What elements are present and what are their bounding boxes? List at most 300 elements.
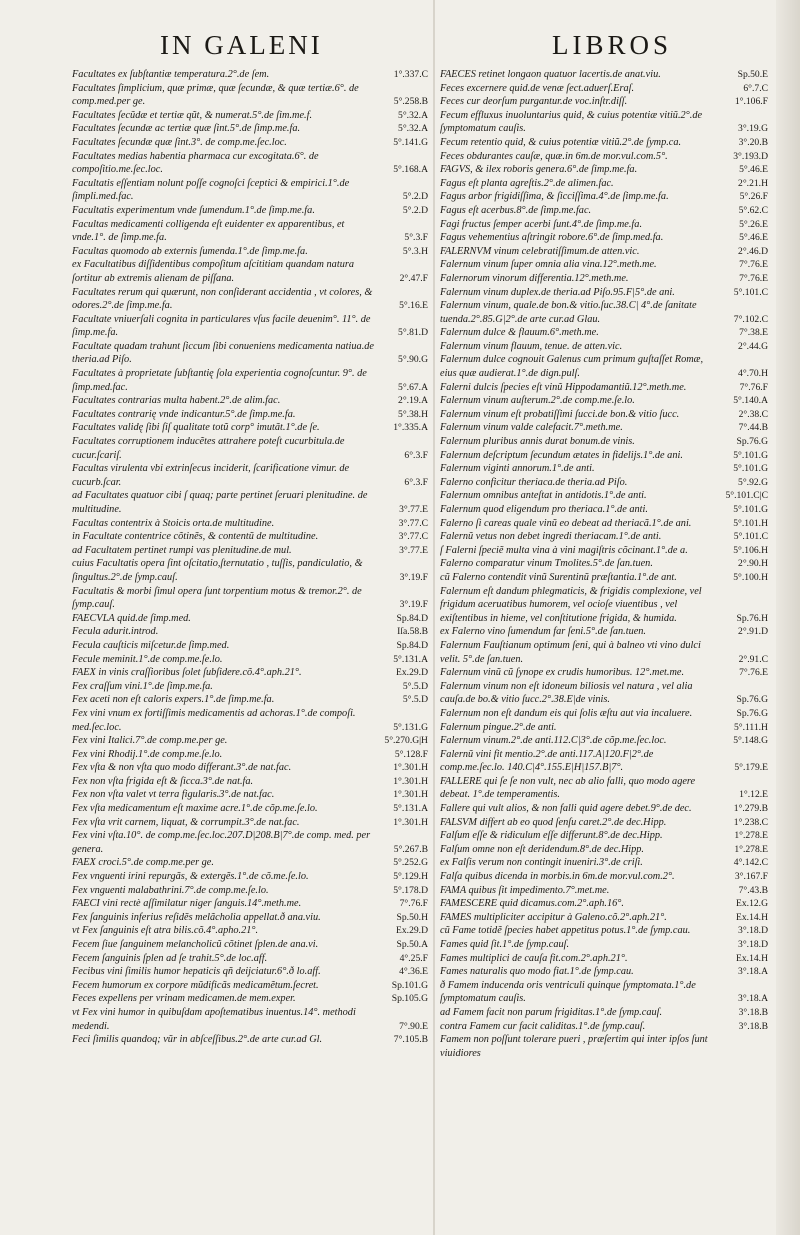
entry-reference: 5°.2.D bbox=[402, 204, 428, 216]
index-entry bbox=[440, 218, 768, 232]
index-entry bbox=[440, 530, 768, 544]
entry-text: Fames multiplici de cauſa fit.com.2°.aph.21°. bbox=[440, 952, 628, 964]
entry-reference: 5°.100.H bbox=[733, 571, 768, 583]
entry-reference: 3°.18.D bbox=[738, 939, 768, 950]
index-entry bbox=[440, 286, 768, 300]
index-entry bbox=[440, 639, 768, 666]
index-entry bbox=[72, 585, 428, 612]
entry-reference: 7°.76.F bbox=[399, 898, 428, 910]
entry-reference: Sp.50.H bbox=[396, 911, 428, 923]
index-entry bbox=[72, 829, 428, 856]
entry-text: Falernũ vini fit mentio.2°.de anti.117.A|120.F|2°.de comp.me.ſec.lo. 140.C|4°.155.E|H|157.B|7°. bbox=[440, 748, 654, 774]
entry-text: Falernum vinum non eſt idoneum biliosis vel natura , vel alia cauſa.de bo.& vitio ſucc.2°.38.E|de vinis. bbox=[440, 680, 693, 706]
entry-reference: 7°.105.B bbox=[393, 1034, 428, 1046]
index-entry bbox=[72, 816, 428, 830]
index-entry bbox=[72, 177, 428, 204]
entry-reference: Ex.29.D bbox=[396, 667, 428, 679]
entry-reference: 1°.279.B bbox=[733, 803, 768, 815]
entry-reference: 5°.46.E bbox=[739, 232, 768, 244]
entry-text: Falerno ſi careas quale vinũ eo debeat ad theriacã.1°.de ani. bbox=[440, 517, 692, 529]
entry-text: FAGVS, & ilex roboris genera.6°.de ſimp.me.fa. bbox=[440, 164, 638, 176]
entry-reference: 5°.101.C|C bbox=[725, 490, 768, 502]
index-entry bbox=[440, 326, 768, 340]
entry-text: Facultates à proprietate ſubſtantię ſola experientia cognoſcuntur. 9°. de ſimp.med.fac. bbox=[72, 368, 367, 393]
entry-reference: 1°.238.C bbox=[733, 816, 768, 828]
entry-text: Fex non vſta frigida eſt & ſicca.3°.de nat.fa. bbox=[72, 775, 254, 787]
index-entry bbox=[440, 489, 768, 503]
index-entry bbox=[72, 421, 428, 435]
entry-text: Falernum vinum eſt probatiſſimi ſucci.de bon.& vitio ſucc. bbox=[440, 408, 680, 420]
entry-reference: 2°.46.D bbox=[738, 245, 768, 257]
index-entry bbox=[72, 884, 428, 898]
index-entry bbox=[72, 136, 428, 150]
entry-reference: 3°.77.C bbox=[398, 531, 428, 543]
index-entry bbox=[440, 979, 768, 1006]
entry-reference: 3°.77.C bbox=[398, 517, 428, 529]
entry-text: ad Facultates quatuor cibi ſ quaq; parte pertinet ſeruari plenitudine. de multitudine. bbox=[72, 490, 368, 515]
entry-reference: 7°.76.E bbox=[739, 259, 768, 271]
entry-reference: 2°.44.G bbox=[738, 340, 768, 352]
entry-reference: 2°.90.H bbox=[738, 558, 768, 570]
entry-reference: 3°.77.E bbox=[399, 504, 428, 515]
entry-text: Falernum vinum ſuper omnia alia vina.12°.meth.me. bbox=[440, 259, 657, 271]
entry-text: Fagus eſt planta agreſtis.2°.de alimen.fac. bbox=[440, 177, 614, 189]
entry-text: Facultates contrarię vnde indicantur.5°.de ſimp.me.fa. bbox=[72, 408, 296, 420]
entry-text: Fecem ſiue ſanguinem melancholicũ cõtinet ſplen.de ana.vi. bbox=[72, 939, 319, 950]
entry-text: Fex vnguenti irini repurgãs, & extergẽs.1°.de cõ.me.ſe.lo. bbox=[72, 871, 309, 883]
index-entry bbox=[72, 245, 428, 259]
entry-text: Falernum non eſt dandum eis qui ſolis æſtu aut via incaluere. bbox=[440, 707, 693, 719]
entry-reference: 5°.5.D bbox=[402, 680, 428, 692]
entry-text: Fex vſta & non vſta quo modo differant.3°.de nat.fac. bbox=[72, 762, 292, 774]
index-entry bbox=[72, 544, 428, 558]
entry-text: FAMA quibus ſit impedimento.7°.met.me. bbox=[440, 884, 610, 896]
index-entry bbox=[440, 1033, 768, 1060]
index-entry bbox=[72, 122, 428, 136]
entry-reference: 7°.102.C bbox=[733, 313, 768, 325]
entry-reference: 5°.179.E bbox=[734, 762, 768, 774]
entry-text: Facultas quomodo ab externis ſumenda.1°.de ſimp.me.fa. bbox=[72, 245, 308, 257]
index-entry bbox=[440, 544, 768, 558]
entry-text: Fex vini Rhodij.1°.de comp.me.ſe.lo. bbox=[72, 748, 223, 760]
entry-text: FAECVLA quid.de ſimp.med. bbox=[72, 612, 191, 624]
index-entry bbox=[72, 734, 428, 748]
entry-text: Facultates ſimplicium, quæ primæ, quæ ſecundæ, & quæ tertiæ.6°. de comp.med.per ge. bbox=[72, 82, 359, 108]
index-entry bbox=[72, 707, 428, 734]
index-column-left bbox=[72, 68, 428, 1228]
entry-text: Fagus arbor frigidiſſima, & ſicciſſima.4°.de ſimp.me.fa. bbox=[440, 191, 669, 203]
entry-text: Facultatis & morbi ſimul opera ſunt torpentium motus & tremor.2°. de ſymp.cauſ. bbox=[72, 585, 362, 611]
entry-text: Facultatis experimentum vnde ſumendum.1°.de ſimp.me.fa. bbox=[72, 204, 315, 216]
entry-reference: 5°.252.G bbox=[393, 857, 428, 869]
entry-reference: 7°.44.B bbox=[738, 422, 768, 434]
entry-text: Facultates ſecũdæ et tertiæ qũt, & numerat.5°.de ſim.me.f. bbox=[72, 109, 313, 121]
entry-reference: 5°.131.A bbox=[393, 803, 428, 815]
entry-text: Feces obdurantes cauſæ, quæ.in 6m.de mor.vul.com.5°. bbox=[440, 150, 668, 162]
entry-text: Fecula adurit.introd. bbox=[72, 626, 159, 638]
entry-text: Falernum vinum, quale.de bon.& vitio.ſuc.38.C| 4°.de ſanitate tuenda.2°.85.G|2°.de arte cur.ad Glau. bbox=[440, 300, 697, 325]
entry-reference: 2°.47.F bbox=[399, 272, 428, 284]
entry-reference: 3°.18.B bbox=[738, 1006, 768, 1018]
index-entry bbox=[72, 68, 428, 82]
entry-reference: 5°.131.G bbox=[393, 721, 428, 733]
entry-text: Facultate quadam trahunt ſiccum ſibi conueniens medicamenta natiua.de theria.ad Piſo. bbox=[72, 340, 374, 366]
entry-text: Fex vini Italici.7°.de comp.me.per ge. bbox=[72, 735, 228, 747]
column-gutter bbox=[433, 0, 435, 1235]
index-entry bbox=[440, 924, 768, 938]
index-entry bbox=[440, 748, 768, 775]
index-entry bbox=[72, 394, 428, 408]
entry-reference: 4°.142.C bbox=[733, 857, 768, 869]
entry-text: FALLERE qui ſe ſe non vult, nec ab alio falli, quo modo agere debeat. 1°.de temperamentis. bbox=[440, 775, 696, 801]
entry-reference: 1°.278.E bbox=[734, 843, 768, 855]
index-column-right bbox=[440, 68, 768, 1228]
entry-text: Fames naturalis quo modo fiat.1°.de ſymp.cau. bbox=[440, 966, 634, 978]
index-entry bbox=[440, 190, 768, 204]
entry-reference: 5°.270.G|H bbox=[384, 735, 428, 747]
entry-text: contra Famem cur facit caliditas.1°.de ſymp.cauſ. bbox=[440, 1020, 646, 1032]
entry-reference: Sp.84.D bbox=[396, 612, 428, 624]
index-entry bbox=[72, 625, 428, 639]
entry-text: Falſum omne non eſt deridendum.8°.de dec.Hipp. bbox=[440, 843, 645, 855]
index-entry bbox=[72, 612, 428, 626]
index-entry bbox=[440, 435, 768, 449]
entry-reference: 6°.3.F bbox=[404, 476, 428, 488]
index-entry bbox=[72, 639, 428, 653]
entry-reference: 7°.76.E bbox=[739, 667, 768, 679]
entry-reference: Ex.12.G bbox=[736, 898, 768, 910]
entry-text: Fagus eſt acerbus.8°.de ſimp.me.fac. bbox=[440, 204, 592, 216]
index-entry bbox=[72, 367, 428, 394]
entry-text: Falernum vinum valde calefacit.7°.meth.me. bbox=[440, 422, 623, 434]
index-entry bbox=[440, 272, 768, 286]
index-entry bbox=[72, 1033, 428, 1047]
entry-text: Falſum eſſe & ridiculum eſſe differunt.8°.de dec.Hipp. bbox=[440, 830, 663, 842]
index-entry bbox=[440, 802, 768, 816]
index-entry bbox=[72, 924, 428, 938]
index-entry bbox=[440, 816, 768, 830]
index-entry bbox=[72, 979, 428, 993]
index-entry bbox=[72, 938, 428, 952]
entry-reference: 3°.77.E bbox=[399, 544, 428, 556]
index-entry bbox=[440, 734, 768, 748]
entry-text: vt Fex ſanguinis eſt atra bilis.cõ.4°.apho.21°. bbox=[72, 925, 259, 937]
entry-reference: 3°.193.D bbox=[733, 150, 768, 162]
entry-text: ad Facultatem pertinet rumpi vas plenitudine.de mul. bbox=[72, 544, 292, 556]
entry-reference: 1°.278.E bbox=[734, 830, 768, 842]
entry-reference: 5°.101.G bbox=[733, 449, 768, 461]
entry-text: FALSVM differt ab eo quod ſenſu caret.2°.de dec.Hipp. bbox=[440, 816, 667, 828]
entry-text: Falernum omnibus anteſtat in antidotis.1°.de anti. bbox=[440, 490, 647, 502]
entry-reference: 3°.19.F bbox=[399, 599, 428, 611]
entry-reference: Sp.84.D bbox=[396, 639, 428, 651]
entry-text: Facultates ſecundæ quæ ſint.3°. de comp.me.ſec.loc. bbox=[72, 136, 287, 148]
index-entry bbox=[440, 952, 768, 966]
entry-text: ex Falerno vino ſumendum far ſeni.5°.de ſan.tuen. bbox=[440, 626, 647, 638]
entry-text: Facultates contrarias multa habent.2°.de alim.fac. bbox=[72, 395, 281, 407]
entry-reference: 5°.111.H bbox=[733, 721, 768, 733]
index-entry bbox=[72, 992, 428, 1006]
index-entry bbox=[440, 707, 768, 721]
entry-text: Fecule meminit.1°.de comp.me.ſe.lo. bbox=[72, 653, 223, 665]
entry-text: Falernum dulce cognouit Galenus cum primum guſtaſſet Romæ, eius quæ audierat.1°.de dign.pulſ. bbox=[440, 354, 704, 380]
entry-text: Fecum effluxus inuoluntarius quid, & cuius potentiæ vitiũ.2°.de ſymptomatum cauſis. bbox=[440, 109, 703, 135]
entry-text: Falernum vinũ cũ ſynope ex crudis humoribus. 12°.met.me. bbox=[440, 667, 685, 679]
entry-reference: 5°.148.G bbox=[733, 735, 768, 747]
entry-reference: 5°.101.G bbox=[733, 463, 768, 475]
index-entry bbox=[440, 571, 768, 585]
entry-reference: 5°.92.G bbox=[738, 476, 768, 488]
running-header bbox=[0, 30, 800, 66]
entry-text: Falernum vinum.2°.de anti.112.C|3°.de cõp.me.ſec.loc. bbox=[440, 735, 667, 747]
entry-reference: 5°.38.H bbox=[398, 408, 428, 420]
entry-text: Facultates validę ſibi ſiſ qualitate totũ corp° imutãt.1°.de ſe. bbox=[72, 422, 320, 434]
index-entry bbox=[440, 721, 768, 735]
entry-reference: 5°.141.G bbox=[393, 136, 428, 148]
entry-reference: Sp.50.E bbox=[737, 69, 768, 80]
entry-reference: Sp.76.G bbox=[736, 436, 768, 448]
entry-reference: 5°.90.G bbox=[398, 354, 428, 366]
entry-text: Falernum pluribus annis durat bonum.de vinis. bbox=[440, 436, 635, 448]
entry-text: Falernum eſt dandum phlegmaticis, & frigidis complexione, vel frigidum aceruatibus humorem, vel ocioſe viuentibus , vel exiſtentibus in hieme, vel conſtitutione frigida, & humida. bbox=[440, 585, 702, 624]
entry-reference: 5°.168.A bbox=[393, 164, 428, 176]
index-entry bbox=[440, 965, 768, 979]
index-entry bbox=[440, 408, 768, 422]
entry-reference: 1°.301.H bbox=[393, 775, 428, 787]
entry-reference: 7°.90.E bbox=[399, 1020, 428, 1032]
entry-text: Fallere qui vult alios, & non falli quid agere debet.9°.de dec. bbox=[440, 803, 692, 815]
entry-reference: 7°.76.F bbox=[739, 381, 768, 393]
index-entry bbox=[72, 340, 428, 367]
entry-text: Fecum retentio quid, & cuius potentiæ vitiũ.2°.de ſymp.ca. bbox=[440, 136, 682, 148]
entry-text: cũ Falerno contendit vinũ Surentinũ præſtantia.1°.de ant. bbox=[440, 571, 677, 583]
entry-text: Fex aceti non eſt caloris expers.1°.de ſimp.me.fa. bbox=[72, 694, 275, 706]
index-entry bbox=[440, 68, 768, 82]
entry-text: Fex craſſum vini.1°.de ſimp.me.fa. bbox=[72, 680, 213, 692]
entry-text: Fex vini vſta.10°. de comp.me.ſec.loc.207.D|208.B|7°.de comp. med. per genera. bbox=[72, 830, 371, 855]
index-entry bbox=[440, 843, 768, 857]
index-entry bbox=[72, 462, 428, 489]
entry-text: FAEX croci.5°.de comp.me.per ge. bbox=[72, 857, 214, 869]
entry-text: Facultates rerum qui quærunt, non conſiderant accidentia , vt colores, & odores.2°.de ſimp.me.fa. bbox=[72, 286, 373, 312]
entry-reference: 5°.101.C bbox=[733, 286, 768, 298]
index-entry bbox=[72, 761, 428, 775]
index-entry bbox=[440, 680, 768, 707]
entry-text: Fecem humorum ex corpore mũdificãs medicamẽtum.ſecret. bbox=[72, 979, 319, 991]
entry-text: Falernum deſcriptum ſecundum ætates in fidelijs.1°.de ani. bbox=[440, 449, 683, 461]
index-entry bbox=[72, 1006, 428, 1033]
index-entry bbox=[72, 965, 428, 979]
entry-reference: 5°.106.H bbox=[733, 544, 768, 556]
entry-text: Fex vſta vrit carnem, liquat, & corrumpit.3°.de nat.fac. bbox=[72, 816, 300, 828]
entry-reference: 5°.178.D bbox=[393, 884, 428, 896]
index-entry bbox=[72, 557, 428, 584]
index-entry bbox=[440, 829, 768, 843]
entry-reference: 5°.129.H bbox=[393, 871, 428, 883]
index-entry bbox=[440, 340, 768, 354]
entry-reference: 2°.38.C bbox=[738, 408, 768, 420]
index-entry bbox=[440, 299, 768, 326]
index-entry bbox=[72, 258, 428, 285]
entry-text: in Facultate contentrice cõtinẽs, & contentũ de multitudine. bbox=[72, 531, 319, 543]
entry-text: FAECI vini rectè aſſimilatur niger ſanguis.14°.meth.me. bbox=[72, 898, 302, 910]
entry-reference: 1°.335.A bbox=[393, 422, 428, 434]
index-entry bbox=[72, 150, 428, 177]
entry-reference: 2°.91.D bbox=[738, 626, 768, 638]
entry-reference: 7°.43.B bbox=[738, 884, 768, 896]
entry-reference: 5°.3.F bbox=[404, 232, 428, 244]
entry-text: FAECES retinet longaon quatuor lacertis.de anat.viu. bbox=[440, 69, 661, 80]
entry-reference: Ex.14.H bbox=[736, 911, 768, 923]
entry-text: Falernum vinum duplex.de theria.ad Piſo.95.F|5°.de ani. bbox=[440, 286, 675, 298]
entry-text: ð Famem inducenda oris ventriculi quinque ſymptomata.1°.de ſymptomatum cauſis. bbox=[440, 979, 696, 1005]
index-entry bbox=[440, 136, 768, 150]
entry-reference: Sp.76.H bbox=[736, 612, 768, 624]
page-edge-shadow bbox=[776, 0, 800, 1235]
entry-reference: 3°.18.B bbox=[738, 1020, 768, 1032]
index-entry bbox=[72, 109, 428, 123]
entry-text: Falernum quod eligendum pro theriaca.1°.de anti. bbox=[440, 504, 648, 515]
index-entry bbox=[72, 408, 428, 422]
entry-text: Fex vini vnum ex fortiſſimis medicamentis ad achoras.1°.de compoſi. med.ſec.loc. bbox=[72, 707, 356, 733]
entry-reference: 5°.5.D bbox=[402, 694, 428, 706]
index-entry bbox=[72, 680, 428, 694]
entry-reference: 5°.16.E bbox=[399, 300, 428, 312]
entry-reference: Iſa.58.B bbox=[397, 626, 428, 638]
index-entry bbox=[440, 585, 768, 626]
index-entry bbox=[72, 517, 428, 531]
header-right: LIBROS bbox=[552, 30, 673, 60]
entry-reference: 5°.267.B bbox=[393, 843, 428, 855]
entry-text: Facultas medicamenti colligenda eſt euidenter ex apparentibus, et vnde.1°. de ſimp.me.fa. bbox=[72, 218, 345, 244]
entry-text: ex Facultatibus diſſidentibus compoſitum aſcititiam quandam natura ſortitur ab extremis alienam de piſſana. bbox=[72, 259, 354, 284]
index-entry bbox=[72, 435, 428, 462]
entry-reference: 2°.91.C bbox=[738, 653, 768, 665]
entry-reference: 5°.131.A bbox=[393, 653, 428, 665]
index-entry bbox=[72, 775, 428, 789]
entry-text: Facultas contentrix à Stoicis orta.de multitudine. bbox=[72, 517, 275, 529]
entry-reference: 1°.337.C bbox=[393, 69, 428, 80]
entry-text: Facultates corruptionem inducẽtes attrahere poteſt cucurbitula.de cucur.ſcariſ. bbox=[72, 436, 345, 461]
entry-text: Falernum dulce & flauum.6°.meth.me. bbox=[440, 327, 599, 339]
entry-reference: 5°.101.G bbox=[733, 504, 768, 515]
entry-reference: 1°.106.F bbox=[734, 96, 768, 108]
entry-text: cuius Facultatis opera ſint oſcitatio,ſternutatio , tuſſis, pandiculatio, & ſingultus.2°.de ſymp.cauſ. bbox=[72, 558, 363, 583]
entry-text: vt Fex vini humor in quibuſdam apoſtematibus inuentus.14°. methodi medendi. bbox=[72, 1006, 356, 1032]
index-entry bbox=[440, 856, 768, 870]
index-entry bbox=[72, 286, 428, 313]
index-entry bbox=[72, 82, 428, 109]
index-entry bbox=[440, 897, 768, 911]
entry-reference: 4°.25.F bbox=[399, 952, 428, 964]
entry-reference: 1°.301.H bbox=[393, 789, 428, 801]
entry-reference: 5°.3.H bbox=[402, 245, 428, 257]
index-entry bbox=[440, 938, 768, 952]
entry-text: FAMES multipliciter accipitur à Galeno.cõ.2°.aph.21°. bbox=[440, 911, 667, 923]
entry-reference: 5°.101.H bbox=[733, 517, 768, 529]
entry-reference: 5°.128.F bbox=[394, 748, 428, 760]
index-entry bbox=[440, 1020, 768, 1034]
entry-text: ad Famem facit non parum frigiditas.1°.de ſymp.cauſ. bbox=[440, 1006, 663, 1018]
index-entry bbox=[440, 462, 768, 476]
entry-text: Falernorum vinorum differentia.12°.meth.me. bbox=[440, 272, 629, 284]
entry-reference: 3°.18.A bbox=[738, 993, 768, 1005]
entry-text: Fex non vſta valet vt terra figularis.3°.de nat.fac. bbox=[72, 789, 275, 801]
entry-text: Facultates ex ſubſtantiæ temperatura.2°.de ſem. bbox=[72, 69, 270, 80]
index-entry bbox=[440, 394, 768, 408]
entry-reference: 5°.62.C bbox=[738, 204, 768, 216]
header-left: IN GALENI bbox=[160, 30, 323, 60]
entry-text: Falernũ vetus non debet ingredi theriacam.1°.de anti. bbox=[440, 531, 662, 543]
entry-text: FAEX in vinis craſſioribus ſolet ſubſidere.cõ.4°.aph.21°. bbox=[72, 667, 302, 679]
entry-text: Fagus vehementius aſtringit robore.6°.de ſimp.med.fa. bbox=[440, 232, 664, 244]
entry-reference: 5°.32.A bbox=[398, 123, 428, 135]
index-entry bbox=[440, 1006, 768, 1020]
index-entry bbox=[440, 476, 768, 490]
entry-text: Facultatis eſſentiam nolunt poſſe cognoſci ſceptici & empirici.1°.de ſimpli.med.fac. bbox=[72, 177, 350, 203]
index-entry bbox=[440, 517, 768, 531]
entry-reference: Ex.29.D bbox=[396, 925, 428, 937]
index-entry bbox=[440, 775, 768, 802]
index-entry bbox=[72, 870, 428, 884]
index-entry bbox=[440, 870, 768, 884]
entry-text: Feces expellens per vrinam medicamen.de mem.exper. bbox=[72, 993, 296, 1005]
entry-reference: 1°.301.H bbox=[393, 816, 428, 828]
index-entry bbox=[440, 245, 768, 259]
index-entry bbox=[440, 884, 768, 898]
index-entry bbox=[440, 353, 768, 380]
index-entry bbox=[440, 82, 768, 96]
index-entry bbox=[440, 177, 768, 191]
entry-text: Fecem ſanguinis ſplen ad ſe trahit.5°.de loc.aff. bbox=[72, 952, 268, 964]
index-entry bbox=[72, 748, 428, 762]
entry-text: Fex ſanguinis inferius reſidẽs melãcholia appellat.ð ana.viu. bbox=[72, 911, 321, 923]
entry-reference: 6°.7.C bbox=[743, 82, 768, 94]
entry-text: Feci ſimilis quandoq; vũr in abſceſſibus.2°.de arte cur.ad Gl. bbox=[72, 1034, 323, 1046]
entry-text: Facultates ſecundæ ac tertiæ quæ ſint.5°.de ſimp.me.fa. bbox=[72, 123, 301, 135]
entry-text: cũ Fame totidẽ ſpecies habet appetitus potus.1°.de ſymp.cau. bbox=[440, 925, 691, 937]
entry-reference: 1°.12.E bbox=[739, 789, 768, 801]
entry-reference: 5°.26.F bbox=[739, 191, 768, 203]
entry-reference: 5°.46.E bbox=[739, 164, 768, 176]
entry-text: Falernum vinum auſterum.2°.de comp.me.ſe.lo. bbox=[440, 395, 635, 407]
entry-reference: 3°.18.D bbox=[738, 925, 768, 937]
entry-text: Falernum Fauſtianum optimum ſeni, qui à balneo vti vino dulci velit. 5°.de ſan.tuen. bbox=[440, 639, 701, 665]
index-entry bbox=[72, 530, 428, 544]
entry-reference: 3°.20.B bbox=[738, 136, 768, 148]
index-entry bbox=[440, 421, 768, 435]
index-entry bbox=[72, 489, 428, 516]
entry-text: Falernum pingue.2°.de anti. bbox=[440, 721, 557, 733]
entry-reference: Sp.101.G bbox=[391, 979, 428, 991]
entry-reference: 5°.140.A bbox=[733, 395, 768, 407]
index-entry bbox=[440, 381, 768, 395]
entry-text: Famem non poſſunt tolerare pueri , præſertim qui inter ipſos ſunt viuidiores bbox=[440, 1034, 708, 1059]
entry-text: Fecibus vini ſimilis humor hepaticis qñ deijciatur.6°.ð lo.aff. bbox=[72, 966, 321, 978]
index-entry bbox=[72, 788, 428, 802]
entry-text: Falernum vinum flauum, tenue. de atten.vic. bbox=[440, 340, 623, 352]
entry-text: ex Falſis verum non contingit inueniri.3°.de criſi. bbox=[440, 857, 643, 869]
entry-reference: 5°.26.E bbox=[739, 218, 768, 230]
entry-reference: 6°.3.F bbox=[404, 449, 428, 461]
entry-text: Fex vſta medicamentum eſt maxime acre.1°.de cõp.me.ſe.lo. bbox=[72, 803, 318, 815]
entry-text: Falſa quibus dicenda in morbis.in 6m.de mor.vul.com.2°. bbox=[440, 871, 675, 883]
entry-reference: 4°.70.H bbox=[738, 368, 768, 380]
index-entry bbox=[440, 231, 768, 245]
index-entry bbox=[440, 666, 768, 680]
index-entry bbox=[72, 218, 428, 245]
entry-text: Falerno comparatur vinum Tmolites.5°.de ſan.tuen. bbox=[440, 558, 653, 570]
